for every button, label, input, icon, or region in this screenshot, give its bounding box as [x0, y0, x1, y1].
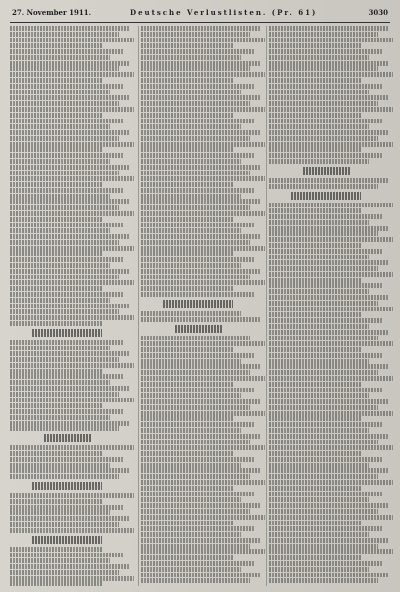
text-line	[141, 468, 260, 473]
header-page-number: 3030	[368, 8, 388, 17]
text-line	[10, 369, 102, 374]
text-line	[10, 581, 102, 586]
text-line	[10, 246, 134, 251]
text-line	[10, 528, 134, 533]
text-line	[141, 578, 250, 583]
text-line	[10, 275, 119, 280]
text-line	[10, 374, 124, 379]
text-line	[10, 499, 102, 504]
text-line	[10, 304, 129, 309]
text-line	[269, 119, 383, 124]
text-line	[10, 547, 102, 552]
text-line	[10, 263, 110, 268]
text-line	[10, 445, 134, 450]
text-line	[269, 43, 361, 48]
text-line	[141, 199, 260, 204]
text-line	[10, 66, 119, 71]
text-line	[141, 136, 250, 141]
text-line	[10, 72, 134, 77]
text-line	[269, 370, 378, 375]
text-line	[141, 38, 265, 43]
text-line	[269, 84, 383, 89]
text-line	[141, 66, 250, 71]
text-line	[10, 309, 119, 314]
text-line	[10, 119, 124, 124]
text-line	[10, 124, 110, 129]
text-line	[10, 280, 134, 285]
text-line	[269, 353, 383, 358]
text-line	[141, 486, 233, 491]
text-line	[10, 26, 129, 31]
text-line	[10, 217, 102, 222]
text-line	[269, 544, 378, 549]
text-line	[141, 142, 265, 147]
text-line	[10, 228, 110, 233]
text-line	[269, 445, 393, 450]
text-line	[141, 480, 265, 485]
text-line	[10, 380, 110, 385]
text-line	[269, 72, 393, 77]
text-line	[10, 43, 102, 48]
text-line	[269, 243, 361, 248]
text-line	[269, 463, 369, 468]
text-line	[10, 421, 129, 426]
text-line	[141, 567, 241, 572]
text-line	[10, 558, 110, 563]
text-line	[10, 188, 124, 193]
text-line	[269, 203, 393, 208]
text-line	[269, 147, 361, 152]
text-line	[269, 153, 383, 158]
text-line	[269, 382, 361, 387]
text-line	[269, 376, 393, 381]
text-line	[141, 223, 255, 228]
text-line	[269, 66, 378, 71]
text-line	[269, 113, 361, 118]
text-line	[141, 341, 265, 346]
text-line	[269, 38, 393, 43]
text-line	[10, 142, 134, 147]
text-line	[141, 526, 255, 531]
text-line	[141, 280, 265, 285]
text-line	[141, 497, 241, 502]
text-line	[141, 263, 241, 268]
text-line	[10, 55, 110, 60]
text-line	[10, 32, 119, 37]
text-line	[141, 292, 255, 297]
text-line	[10, 101, 119, 106]
text-line	[10, 223, 124, 228]
text-line	[10, 516, 129, 521]
text-line	[10, 570, 119, 575]
text-line	[10, 176, 134, 181]
text-line	[269, 295, 388, 300]
text-line	[141, 370, 250, 375]
text-line	[10, 392, 119, 397]
text-line	[269, 486, 361, 491]
text-line	[141, 32, 250, 37]
text-line	[10, 340, 124, 345]
text-line	[141, 434, 260, 439]
text-line	[269, 249, 383, 254]
column-right	[266, 26, 393, 586]
text-line	[10, 234, 129, 239]
text-line	[10, 403, 102, 408]
text-line	[141, 463, 241, 468]
text-line	[141, 445, 265, 450]
text-line	[269, 307, 393, 312]
text-line	[141, 211, 265, 216]
text-line	[269, 347, 361, 352]
page-header	[10, 6, 390, 23]
text-line	[10, 286, 102, 291]
text-line	[10, 61, 129, 66]
text-line	[269, 55, 369, 60]
text-line	[141, 55, 241, 60]
text-line	[10, 321, 102, 326]
text-line	[269, 503, 388, 508]
text-line	[10, 147, 102, 152]
text-line	[141, 171, 250, 176]
text-line	[10, 468, 129, 473]
text-line	[10, 78, 102, 83]
text-line	[269, 428, 369, 433]
text-line	[141, 399, 260, 404]
text-line	[269, 124, 369, 129]
text-line	[141, 538, 260, 543]
text-line	[269, 341, 393, 346]
text-line	[269, 422, 383, 427]
text-line	[269, 532, 369, 537]
text-line	[141, 95, 260, 100]
text-line	[269, 312, 361, 317]
text-line	[141, 72, 265, 77]
text-line	[141, 234, 260, 239]
text-line	[269, 451, 361, 456]
text-line	[141, 101, 250, 106]
text-line	[269, 468, 388, 473]
text-line	[269, 399, 388, 404]
text-line	[10, 576, 134, 581]
text-line	[269, 573, 388, 578]
text-line	[269, 136, 378, 141]
text-line	[10, 90, 110, 95]
text-line	[141, 311, 241, 316]
text-line	[141, 555, 233, 560]
text-line	[269, 480, 393, 485]
text-line	[141, 353, 255, 358]
text-line	[269, 324, 369, 329]
text-line	[269, 330, 388, 335]
text-line	[269, 289, 369, 294]
text-line	[10, 153, 124, 158]
text-line	[10, 171, 119, 176]
text-line	[141, 474, 250, 479]
text-line	[141, 90, 241, 95]
text-line	[269, 561, 383, 566]
text-line	[141, 440, 250, 445]
text-line	[141, 240, 250, 245]
text-line	[141, 376, 265, 381]
text-line	[10, 346, 110, 351]
text-line	[269, 440, 378, 445]
column-left	[10, 26, 134, 586]
text-line	[269, 237, 393, 242]
text-line	[10, 38, 134, 43]
text-line	[141, 549, 265, 554]
text-line	[141, 336, 250, 341]
text-line	[269, 61, 388, 66]
text-line	[141, 217, 233, 222]
text-line	[10, 451, 102, 456]
text-line	[141, 561, 255, 566]
text-line	[141, 78, 233, 83]
text-line	[10, 564, 129, 569]
text-line	[141, 405, 250, 410]
text-line	[141, 573, 260, 578]
text-line	[269, 318, 383, 323]
text-line	[10, 351, 129, 356]
text-line	[269, 567, 369, 572]
text-line	[269, 555, 361, 560]
text-line	[141, 503, 260, 508]
text-line	[141, 119, 255, 124]
text-line	[269, 416, 361, 421]
text-line	[269, 107, 393, 112]
text-line	[269, 208, 361, 213]
text-line	[141, 130, 260, 135]
text-line	[141, 509, 250, 514]
text-line	[141, 257, 255, 262]
text-line	[269, 336, 378, 341]
section-heading	[303, 167, 351, 175]
text-line	[141, 393, 241, 398]
text-line	[269, 538, 388, 543]
text-line	[141, 286, 233, 291]
text-line	[10, 194, 110, 199]
text-line	[269, 497, 369, 502]
text-line	[269, 515, 393, 520]
header-title: Deutsche Verlustlisten. (Pr. 61)	[130, 8, 318, 17]
text-line	[10, 130, 129, 135]
text-line	[141, 124, 241, 129]
text-line	[141, 153, 255, 158]
text-line	[141, 113, 233, 118]
text-line	[10, 159, 110, 164]
text-line	[269, 214, 383, 219]
text-line	[269, 393, 369, 398]
text-line	[269, 231, 378, 236]
text-line	[141, 457, 255, 462]
text-line	[10, 182, 102, 187]
text-line	[141, 388, 255, 393]
header-date: 27. November 1911.	[12, 8, 92, 17]
text-line	[10, 474, 119, 479]
text-line	[269, 578, 378, 583]
text-line	[141, 317, 260, 322]
text-line	[269, 521, 361, 526]
text-line	[10, 113, 102, 118]
text-line	[141, 251, 233, 256]
section-heading	[163, 300, 233, 308]
text-line	[10, 315, 134, 320]
section-heading	[291, 192, 361, 200]
text-line	[141, 228, 241, 233]
text-line	[10, 251, 102, 256]
text-line	[10, 269, 129, 274]
text-line	[10, 457, 124, 462]
text-line	[141, 194, 241, 199]
text-line	[10, 240, 119, 245]
text-line	[141, 205, 250, 210]
column-middle	[138, 26, 265, 586]
text-line	[269, 266, 378, 271]
text-line	[269, 474, 378, 479]
text-line	[269, 509, 378, 514]
text-line	[269, 49, 383, 54]
section-heading	[175, 325, 223, 333]
text-line	[10, 463, 110, 468]
text-line	[10, 298, 110, 303]
text-line	[141, 176, 265, 181]
text-line	[269, 526, 383, 531]
text-line	[10, 409, 124, 414]
text-line	[141, 544, 250, 549]
text-line	[141, 246, 265, 251]
text-line	[269, 411, 393, 416]
text-line	[141, 43, 233, 48]
text-line	[141, 165, 260, 170]
text-line	[10, 211, 134, 216]
text-line	[10, 84, 124, 89]
text-line	[269, 359, 369, 364]
text-line	[141, 269, 260, 274]
text-line	[141, 61, 260, 66]
text-line	[269, 255, 369, 260]
text-line	[141, 275, 250, 280]
text-line	[141, 84, 255, 89]
text-line	[141, 188, 255, 193]
text-line	[269, 26, 388, 31]
text-line	[269, 388, 383, 393]
text-line	[269, 95, 388, 100]
text-line	[141, 428, 241, 433]
text-line	[269, 226, 388, 231]
text-line	[269, 492, 383, 497]
text-line	[141, 159, 241, 164]
text-line	[269, 549, 393, 554]
text-line	[269, 283, 383, 288]
section-heading	[44, 434, 92, 442]
text-line	[141, 411, 265, 416]
text-line	[269, 405, 378, 410]
text-line	[269, 90, 369, 95]
text-line	[141, 347, 233, 352]
text-line	[10, 426, 119, 431]
text-line	[10, 49, 124, 54]
text-line	[10, 199, 129, 204]
text-line	[269, 434, 388, 439]
text-line	[10, 510, 110, 515]
section-heading	[32, 329, 102, 337]
text-line	[10, 95, 129, 100]
text-line	[10, 522, 119, 527]
text-line	[10, 292, 124, 297]
text-line	[141, 182, 233, 187]
text-line	[10, 205, 119, 210]
text-line	[10, 386, 129, 391]
text-line	[269, 220, 369, 225]
text-line	[269, 260, 388, 265]
text-columns	[10, 26, 392, 586]
text-line	[269, 301, 378, 306]
text-line	[10, 553, 124, 558]
text-line	[269, 159, 369, 164]
text-line	[269, 101, 378, 106]
text-line	[10, 107, 134, 112]
text-line	[10, 505, 124, 510]
text-line	[269, 32, 378, 37]
text-line	[10, 398, 134, 403]
text-line	[269, 142, 393, 147]
text-line	[141, 492, 255, 497]
text-line	[269, 364, 388, 369]
text-line	[269, 278, 361, 283]
text-line	[141, 382, 233, 387]
text-line	[10, 415, 110, 420]
text-line	[141, 26, 260, 31]
text-line	[141, 147, 233, 152]
text-line	[269, 130, 388, 135]
text-line	[141, 515, 265, 520]
text-line	[141, 49, 255, 54]
text-line	[141, 451, 233, 456]
text-line	[141, 521, 233, 526]
text-line	[141, 532, 241, 537]
text-line	[141, 422, 255, 427]
text-line	[269, 78, 361, 83]
text-line	[269, 184, 378, 189]
text-line	[10, 165, 129, 170]
text-line	[269, 457, 383, 462]
text-line	[269, 272, 393, 277]
section-heading	[32, 482, 102, 490]
text-line	[10, 357, 119, 362]
text-line	[10, 136, 119, 141]
text-line	[141, 107, 265, 112]
text-line	[269, 178, 388, 183]
section-heading	[32, 536, 102, 544]
text-line	[10, 363, 134, 368]
text-line	[10, 493, 134, 498]
text-line	[141, 359, 241, 364]
text-line	[141, 416, 233, 421]
text-line	[10, 257, 124, 262]
text-line	[141, 364, 260, 369]
